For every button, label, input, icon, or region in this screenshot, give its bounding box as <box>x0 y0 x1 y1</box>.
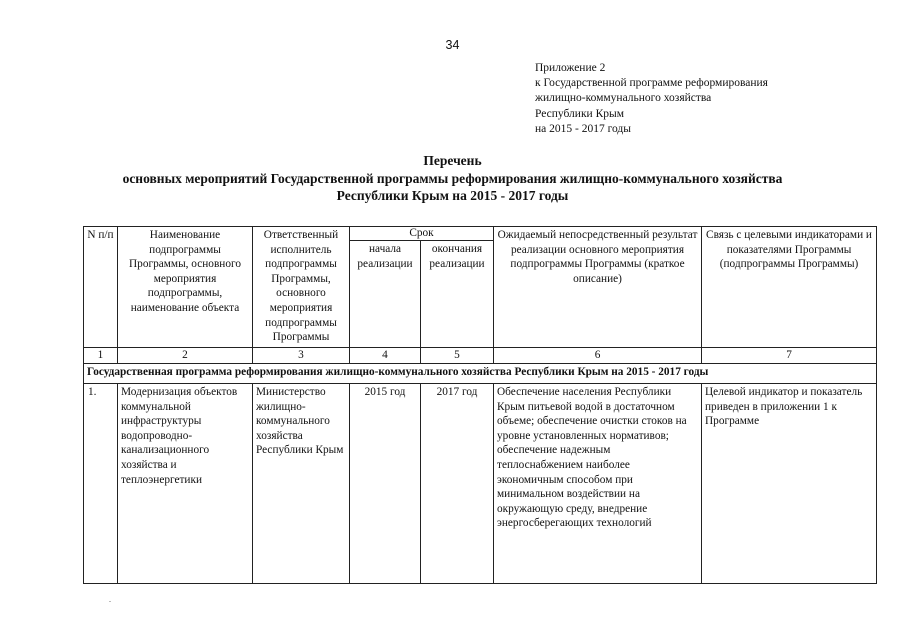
column-number: 6 <box>494 348 702 364</box>
row-result: Обеспечение населения Республики Крым питьевой водой в достаточном объеме; обеспечение очистки стоков на уровне установленных нормативов; обеспечение надежным теплоснабжением наиболее экономичным способом при минимальном воздействии на окружающую среду, внедрение энергосберегающих технологий <box>494 384 702 584</box>
row-executor: Министерство жилищно-коммунального хозяйства Республики Крым <box>253 384 350 584</box>
section-title: Государственная программа реформирования жилищно-коммунального хозяйства Республики Крым на 2015 - 2017 годы <box>84 364 877 384</box>
header-term: Срок <box>350 227 494 241</box>
title-line: Республики Крым на 2015 - 2017 годы <box>336 188 569 203</box>
column-number: 5 <box>421 348 494 364</box>
row-start: 2015 год <box>350 384 421 584</box>
scan-speck <box>109 601 111 602</box>
row-end: 2017 год <box>421 384 494 584</box>
appendix-line: Приложение 2 <box>535 62 606 74</box>
title-line: Перечень <box>423 153 482 168</box>
header-name: Наименование подпрограммы Программы, основного мероприятия подпрограммы, наименование объекта <box>118 227 253 348</box>
activities-table <box>83 226 877 584</box>
column-number: 1 <box>84 348 118 364</box>
row-num: 1. <box>84 384 118 584</box>
column-number: 4 <box>350 348 421 364</box>
appendix-line: к Государственной программе реформирования <box>535 77 768 90</box>
appendix-line: Республики Крым <box>535 107 624 120</box>
column-number-row <box>84 348 877 364</box>
column-number: 7 <box>702 348 877 364</box>
page-number: 34 <box>445 38 460 52</box>
table-header-row <box>84 227 877 241</box>
header-link: Связь с целевыми индикаторами и показателями Программы (подпрограммы Программы) <box>702 227 877 348</box>
header-result: Ожидаемый непосредственный результат реализации основного мероприятия подпрограммы Программы (краткое описание) <box>494 227 702 348</box>
row-link: Целевой индикатор и показатель приведен в приложении 1 к Программе <box>702 384 877 584</box>
appendix-line: жилищно-коммунального хозяйства <box>535 92 712 105</box>
appendix-note <box>535 61 768 137</box>
column-number: 3 <box>253 348 350 364</box>
section-row <box>84 364 877 384</box>
appendix-line: на 2015 - 2017 годы <box>535 122 632 135</box>
header-num: N п/п <box>84 227 118 348</box>
header-term-end: окончания реализации <box>421 241 494 348</box>
header-executor: Ответственный исполнитель подпрограммы Программы, основного мероприятия подпрограммы Программы <box>253 227 350 348</box>
row-name: Модернизация объектов коммунальной инфраструктуры водопроводно-канализационного хозяйства и теплоэнергетики <box>118 384 253 584</box>
table-row <box>84 384 877 584</box>
header-term-start: начала реализации <box>350 241 421 348</box>
column-number: 2 <box>118 348 253 364</box>
title-line: основных мероприятий Государственной программы реформирования жилищно-коммунального хозяйства <box>122 170 783 186</box>
document-title <box>0 152 905 205</box>
